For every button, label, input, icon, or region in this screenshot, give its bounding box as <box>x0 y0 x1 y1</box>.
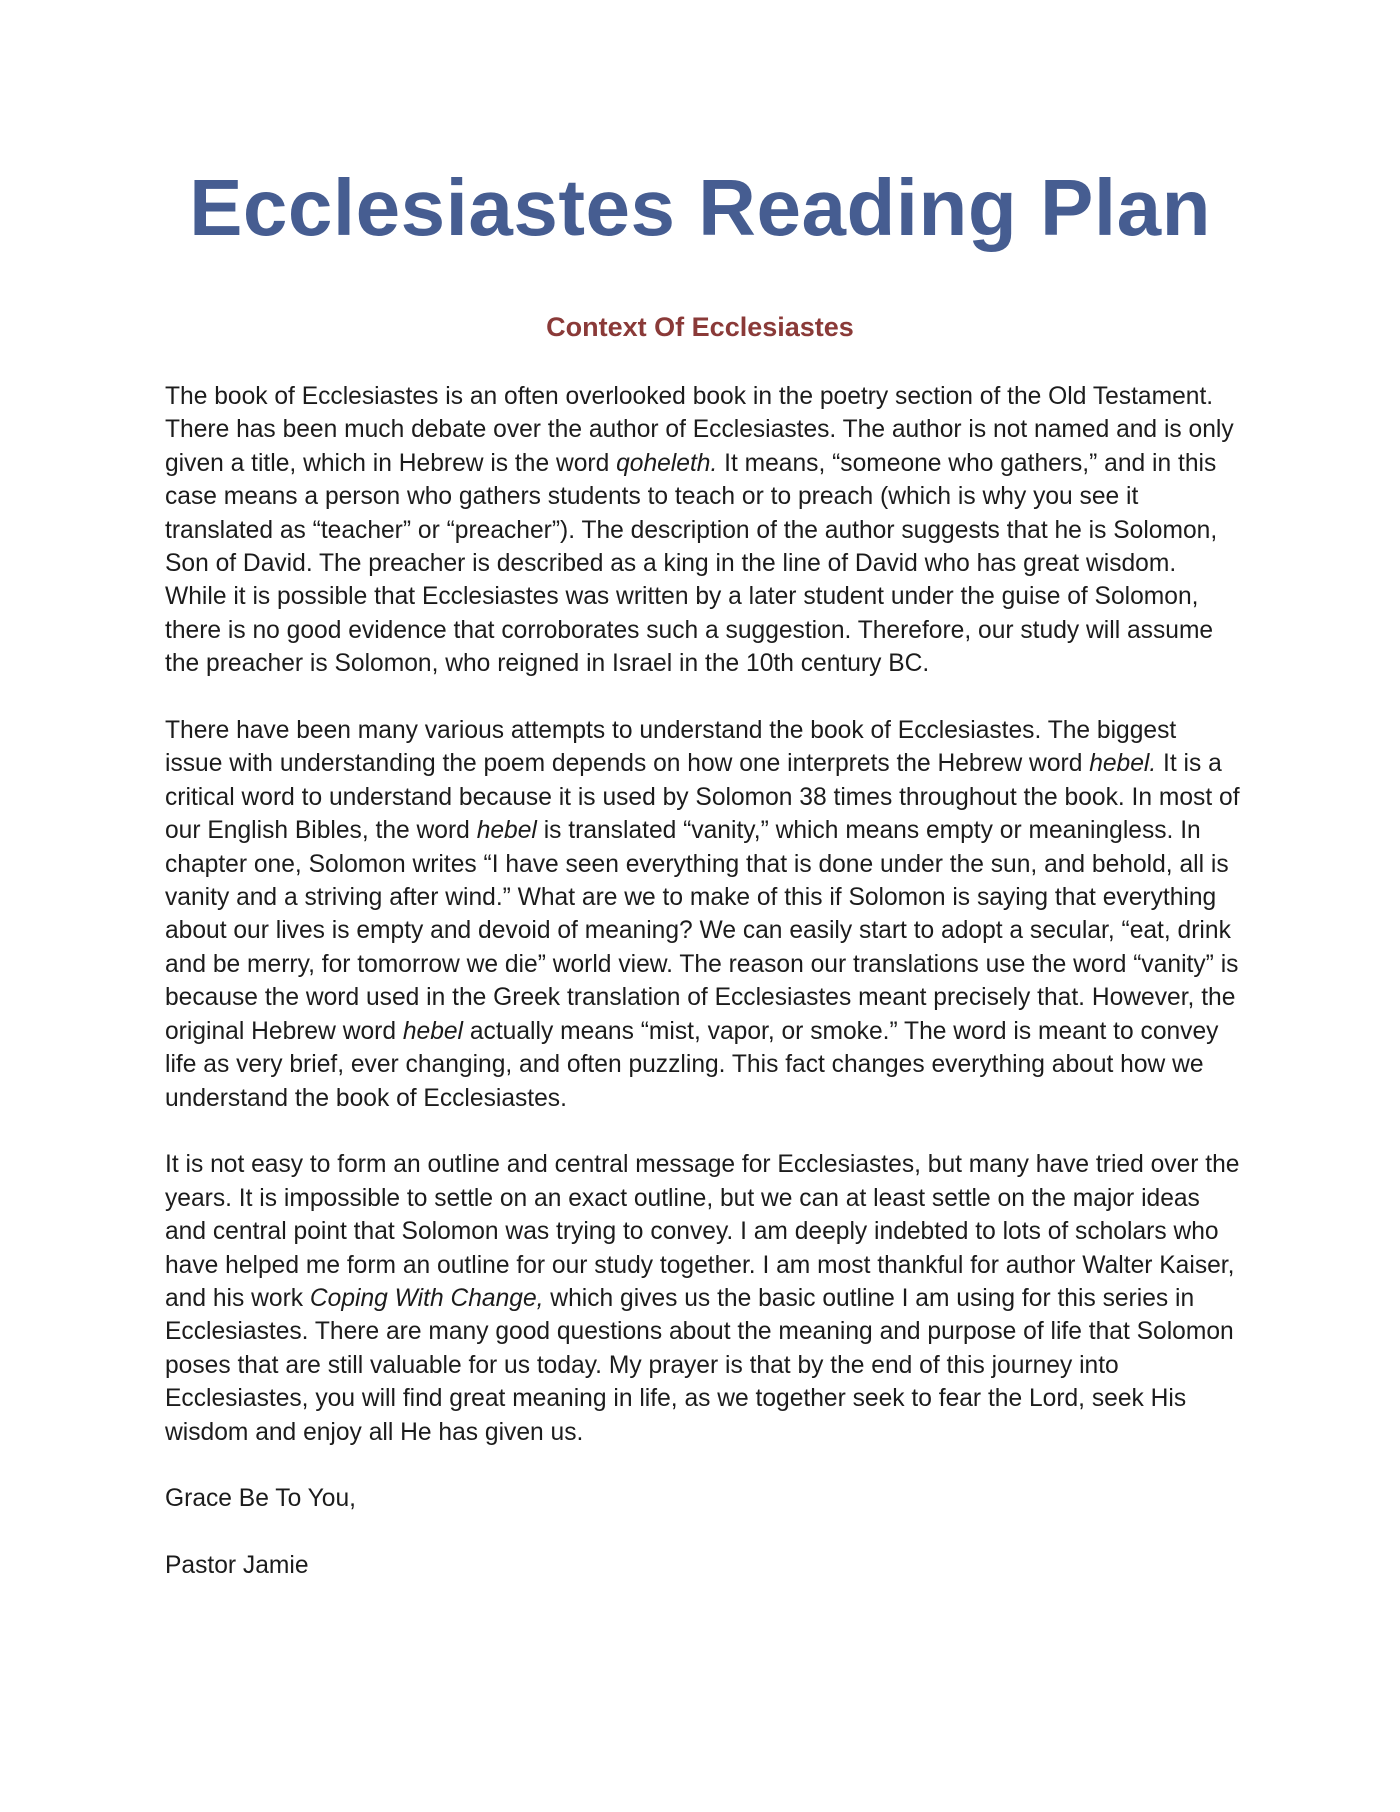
text-run: There have been many various attempts to understand the book of Ecclesiastes. The biggest issue with understanding the poem depends on how one interprets the Hebrew word <box>165 717 1177 778</box>
text-run: The book of Ecclesiastes is an often overlooked book in the poetry section of the Old Testament. There has been much debate over the author of Ecclesiastes. The author is not named and is only given a title, which in Hebrew is the word <box>165 383 1234 477</box>
text-run: It means, “someone who gathers,” and in this case means a person who gathers students to teach or to preach (which is why you see it translated as “teacher” or “preacher”). The description of the author suggests that he is Solomon, Son of David. The preacher is described as a king in the line of David who has great wisdom. While it is possible that Ecclesiastes was written by a later student under the guise of Solomon, there is no good evidence that corroborates such a suggestion. Therefore, our study will assume the preacher is Solomon, who reigned in Israel in the 10th century BC. <box>165 449 1218 678</box>
text-run: actually means “mist, vapor, or smoke.” The word is meant to convey life as very brief, ever changing, and often puzzling. This fact changes everything about how we understand the book of Ecclesiastes. <box>165 1017 1219 1112</box>
paragraph-outline <box>165 1148 1240 1449</box>
page-title: Ecclesiastes Reading Plan <box>189 163 1211 252</box>
italic-term-hebel: hebel <box>476 817 537 845</box>
text-run: is translated “vanity,” which means empty or meaningless. In chapter one, Solomon writes “I have seen everything that is done under the sun, and behold, all is vanity and a striving after wind.” What are we to make of this if Solomon is saying that everything about our lives is empty and devoid of meaning? We can easily start to adopt a secular, “eat, drink and be merry, for tomorrow we die” world view. The reason our translations use the word “vanity” is because the word used in the Greek translation of Ecclesiastes meant precisely that. However, the original Hebrew word <box>165 817 1239 1045</box>
paragraph-hebel <box>165 714 1240 1115</box>
paragraph-author <box>165 380 1240 681</box>
text-run: which gives us the basic outline I am using for this series in Ecclesiastes. There are many good questions about the meaning and purpose of life that Solomon poses that are still valuable for us today. My prayer is that by the end of this journey into Ecclesiastes, you will find great meaning in life, as we together seek to fear the Lord, seek His wisdom and enjoy all He has given us. <box>165 1284 1234 1446</box>
section-heading: Context Of Ecclesiastes <box>546 312 854 342</box>
document-body <box>165 380 1240 1616</box>
italic-term-hebel: hebel. <box>1089 750 1157 778</box>
text-run: It is a critical word to understand because it is used by Solomon 38 times throughout the book. In most of our English Bibles, the word <box>165 750 1240 845</box>
italic-term-hebel: hebel <box>402 1017 464 1045</box>
signature: Pastor Jamie <box>165 1552 309 1580</box>
italic-term-qoheleth: qoheleth. <box>616 449 718 477</box>
closing-line: Grace Be To You, <box>165 1485 356 1513</box>
italic-book-title: Coping With Change, <box>309 1284 544 1312</box>
text-run: It is not easy to form an outline and central message for Ecclesiastes, but many have tried over the years. It is impossible to settle on an exact outline, but we can at least settle on the major ideas and central point that Solomon was trying to convey. I am deeply indebted to lots of scholars who have helped me form an outline for our study together. I am most thankful for author Walter Kaiser, and his work <box>165 1151 1240 1312</box>
